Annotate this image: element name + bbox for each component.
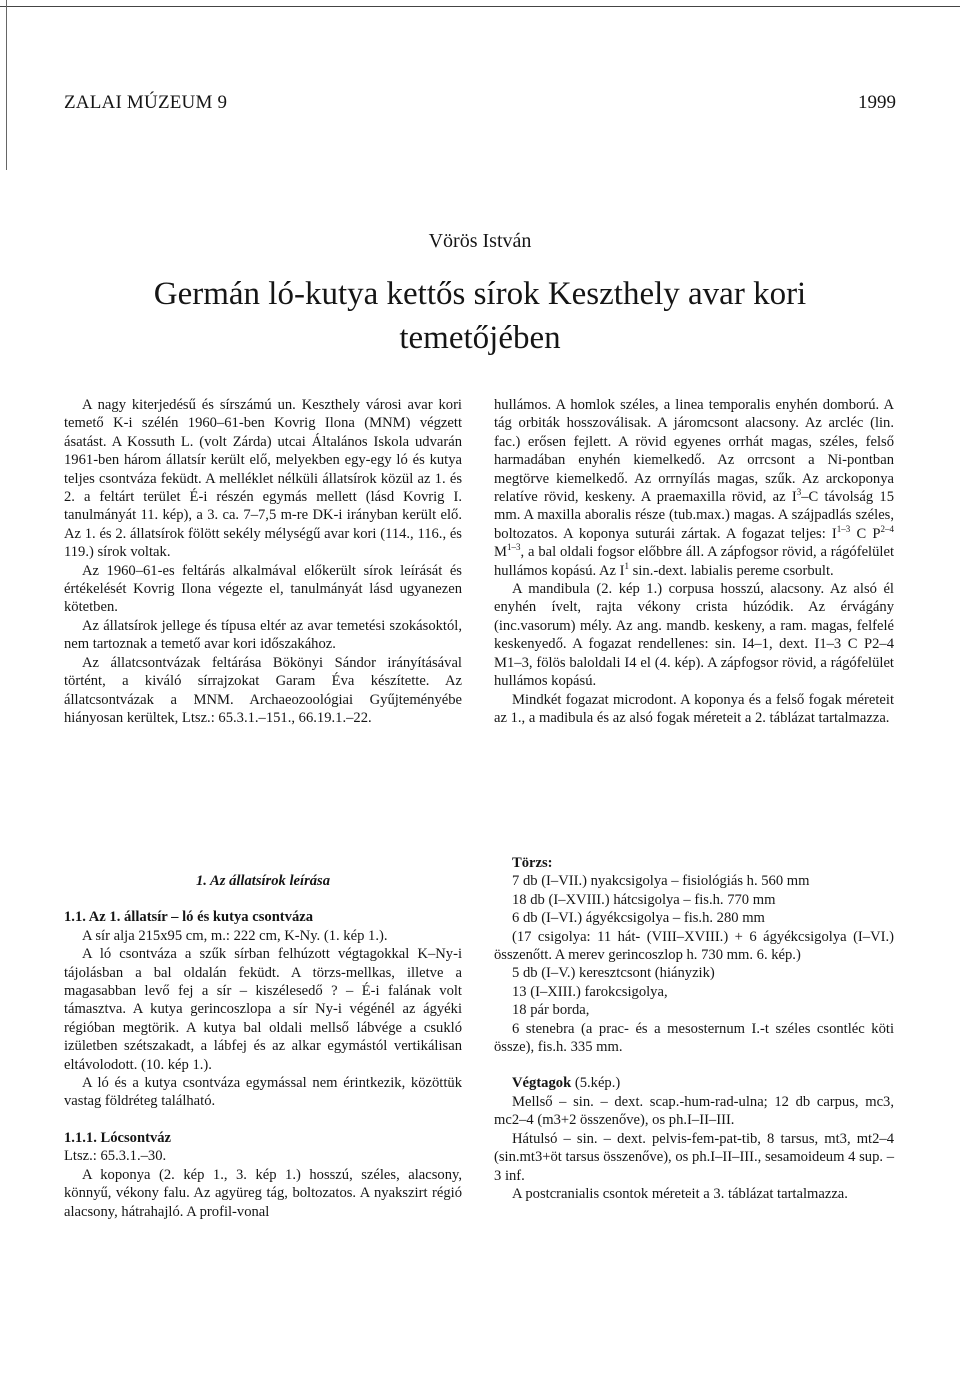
right-column-upper [494,396,894,727]
torso-item-5: 5 db (I–V.) keresztcsont (hiányzik) [512,965,715,982]
superscript: 1–3 [836,523,851,534]
torso-item-4: (17 csigolya: 11 hát- (VIII–XVIII.) + 6 ágyékcsigolya (I–VI.) összenőtt. A merev gerincoszlop h. 730 mm. 6. kép.) [494,928,894,964]
section-1-heading: 1. Az állatsírok leírása [195,873,331,889]
superscript: 3 [796,487,802,498]
intro-paragraph-2: Az 1960–61-es feltárás alkalmával előkerült sírok leírását és értékelését Kovrig Ilona végezte el, tanulmányát lásd ugyanezen kötetben. [64,562,462,616]
limbs-heading-ref: (5.kép.) [571,1075,621,1092]
torso-heading: Törzs: [512,855,553,871]
torso-item-6: 13 (I–XIII.) farokcsigolya, [512,983,668,1000]
journal-name: ZALAI MÚZEUM 9 [64,92,228,113]
superscript: 2–4 [880,523,894,534]
text-run: sin.-dext. labialis pereme csorbult. [629,562,834,579]
grave-dimensions: A sír alja 215x95 cm, m.: 222 cm, K-Ny. (1. kép 1.). [82,927,388,944]
mandible-description: A mandibula (2. kép 1.) corpusa hosszú, alacsony. Az alsó él enyhén ívelt, rajta vékony crista húzódik. Az érvágány (inc.vasorum) mély. Az ang. mandb. keskeny, a ram. magas, felfelé keskenyedő. A fogazat rendellenes: sin. I4–1, dext. I1–3 C P2–4 M1–3, fölös baloldali I4 el (4. kép). A zápfogsor rövid, a rágófelület hullámos kopású. [494,581,894,690]
grave-description: A ló csontváza a szűk sírban felhúzott végtagokkal K–Ny-i tájolásban a bal oldalán feküdt. A törzs-mellkas, illetve a magasabban levő fej a sír – kiszélesedő ? – É-i falának volt támasztva. A kutya gerincoszlopa a sír Ny-i végénél az ágyéki régióban megtörik. A kutya bal oldali mellső lábvége a csukló izületben szétszakadt, a lábfej és az alkar egymástól vertikálisan eltávolodott. (10. kép 1.). [64,946,462,1073]
left-border [6,0,7,170]
skull-description: A koponya (2. kép 1., 3. kép 1.) hosszú, széles, alacsony, könnyű, vékony falu. Az agyüreg tág, boltozatos. A nyakszirt régió alacsony, hátrahajló. A profil-vonal [64,1166,462,1220]
intro-paragraph-4: Az állatcsontvázak feltárása Bökönyi Sándor irányításával történt, a kiváló sírrajzokat Garam Éva készítette. Az állatcsontvázak a MNM. Archaeozoológiai Gyűjteményébe hiányosan kerültek, Ltsz.: 65.3.1.–151., 66.19.1.–22. [64,654,462,726]
limbs-front: Mellső – sin. – dext. scap.-hum-rad-ulna; 12 db carpus, mc3, mc2–4 (m3+2 összenőve), os ph.I–II–III. [494,1093,894,1129]
subsection-1-1-heading: 1.1. Az 1. állatsír – ló és kutya csontváza [64,909,314,926]
superscript: 1 [624,560,630,571]
limbs-heading [494,1074,894,1092]
inventory-number: Ltsz.: 65.3.1.–30. [64,1148,167,1165]
limbs-hind: Hátulsó – sin. – dext. pelvis-fem-pat-tib, 8 tarsus, mt3, mt2–4 (sin.mt3+öt tarsus összenőve), os ph.I–II–III., sesamoideum 4 sup. – 3 inf. [494,1130,894,1184]
torso-item-3: 6 db (I–VI.) ágyékcsigolya – fis.h. 280 mm [512,910,765,927]
subsection-1-1-1-heading: 1.1.1. Lócsontváz [64,1129,172,1146]
limbs-table-note: A postcranialis csontok méreteit a 3. táblázat tartalmazza. [512,1185,848,1202]
torso-item-2: 18 db (I–XVIII.) hátcsigolya – fis.h. 770 mm [512,891,776,908]
torso-item-8: 6 stenebra (a prac- és a mesosternum I.-t széles csontléc köti össze), fis.h. 335 mm. [494,1020,894,1056]
skull-continuation [494,396,894,580]
text-run: , a bal oldali fogsor előbbre áll. A zápfogsor rövid, a rágófelület hullámos kopású. Az I [494,544,894,579]
top-border [0,6,960,7]
text-run: hullámos. A homlok széles, a linea temporalis enyhén domború. A tág orbiták hosszoválisak. A járomcsont alacsony. Az arcléc (lin. fac.) erősen fejlett. A rövid egyenes orrhát magas, széles, felső harmadában enyhén kiemelkedő. Az orrcsont a Ni-pontban megtörve kiemelkedő. Az orrnyílás magas, szűk. Az arckoponya relatíve rövid, keskeny. A praemaxilla rövid, az I [494,397,894,506]
title-line-2: temetőjében [399,320,561,356]
limbs-heading-bold: Végtagok [512,1075,572,1092]
section-1-column [64,872,462,1221]
intro-paragraph-3: Az állatsírok jellege és típusa eltér az avar temetési szokásoktól, nem tartoznak a temető avar kori időszakához. [64,617,462,653]
article-title [0,272,960,360]
text-run: –C távolság 15 mm. A maxilla aboralis része (tub.max.) magas. A szájpadlás széles, boltozatos. A koponya suturái zártak. A fogazat teljes: I [494,489,895,542]
superscript: 1–3 [506,542,521,553]
text-run: C P [850,525,881,542]
right-column-lower [494,854,894,1203]
title-line-1: Germán ló-kutya kettős sírok Keszthely avar kori [153,276,807,312]
text-run: M [494,544,507,561]
teeth-summary: Mindkét fogazat microdont. A koponya és a felső fogak méreteit az 1., a madibula és az alsó fogak méreteit a 2. táblázat tartalmazza. [494,691,894,726]
intro-column [64,396,462,727]
grave-note: A ló és a kutya csontváza egymással nem érintkezik, közöttük vastag földréteg található. [64,1075,462,1110]
torso-item-7: 18 pár borda, [512,1002,590,1019]
article-author: Vörös István [428,230,532,252]
intro-paragraph-1: A nagy kiterjedésű és sírszámú un. Keszthely városi avar kori temető K-i szélén 1960–61-ben Kovrig Ilona (MNM) végzett ásatást. A Kossuth L. (volt Zárda) utcai Általános Iskola udvarán 1961-ben három állatsír került elő, melyekben egy-egy ló és kutya teljes csontváza feküdt. A melléklet nélküli állatsírok közül az 1. és 2. a feltárt terület É-i részén egymás mellett (lásd Kovrig I. tanulmányát 11. kép), a 3. ca. 7–7,5 m-re DK-i irányban került elő. Az 1. és 2. állatsírok fölött sekély mélységű avar kori (114., 116., és 119.) sírok voltak. [64,397,462,561]
journal-year: 1999 [858,92,896,113]
torso-item-1: 7 db (I–VII.) nyakcsigolya – fisiológiás h. 560 mm [512,873,810,890]
